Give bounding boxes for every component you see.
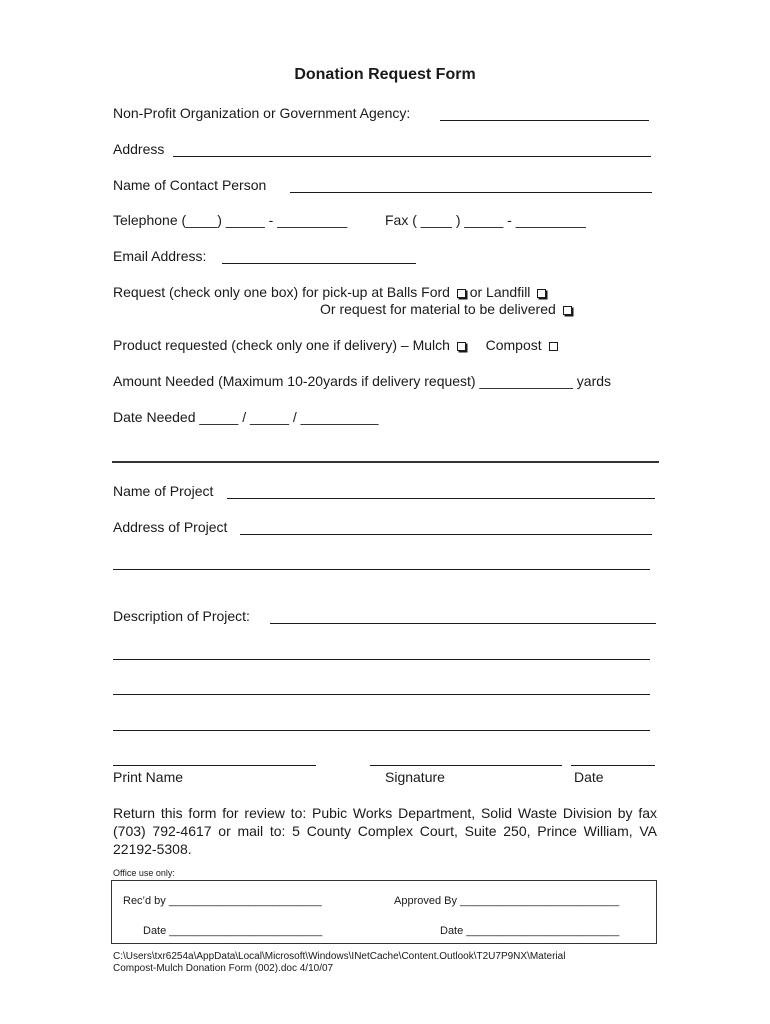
delivery-label: Or request for material to be delivered — [320, 301, 556, 317]
signature-label: Signature — [385, 769, 445, 785]
date-needed-field[interactable]: Date Needed _____ / _____ / __________ — [113, 409, 379, 425]
organization-label: Non-Profit Organization or Government Agency: — [113, 105, 411, 121]
address-field[interactable] — [173, 156, 651, 157]
delivery-row — [320, 301, 572, 317]
file-path-footer — [113, 951, 565, 975]
office-use-label: Office use only: — [113, 868, 175, 878]
compost-label: Compost — [485, 337, 542, 353]
balls-ford-checkbox[interactable] — [457, 289, 466, 298]
project-address-label: Address of Project — [113, 519, 228, 535]
approved-by-field[interactable]: Approved By __________________________ — [394, 895, 620, 907]
project-address-field[interactable] — [240, 534, 652, 535]
date-field[interactable] — [571, 765, 655, 766]
contact-field[interactable] — [290, 192, 652, 193]
telephone-field[interactable]: Telephone (____) _____ - _________ — [113, 212, 348, 228]
project-description-field-3[interactable] — [113, 694, 650, 695]
office-date-right-field[interactable]: Date _________________________ — [440, 925, 620, 937]
project-description-label: Description of Project: — [113, 608, 250, 624]
footer-line-1: C:\Users\txr6254a\AppData\Local\Microsoft\Windows\INetCache\Content.Outlook\T2U7P9NX\Material — [113, 951, 566, 962]
landfill-checkbox[interactable] — [537, 289, 546, 298]
email-label: Email Address: — [113, 248, 207, 264]
landfill-label: or Landfill — [469, 284, 531, 300]
contact-label: Name of Contact Person — [113, 177, 267, 193]
return-instructions: Return this form for review to: Pubic Works Department, Solid Waste Division by fax (703) 792-4617 or mail to: 5 County Complex Court, Suite 250, Prince William, VA 22192-5308. — [113, 805, 657, 857]
product-row — [113, 337, 558, 353]
project-description-field[interactable] — [270, 623, 656, 624]
project-address-field-2[interactable] — [113, 569, 650, 570]
date-label: Date — [574, 769, 604, 785]
signature-field[interactable] — [370, 765, 562, 766]
footer-line-2: Compost-Mulch Donation Form (002).doc 4/10/07 — [113, 963, 334, 974]
form-title: Donation Request Form — [294, 66, 476, 83]
project-name-label: Name of Project — [113, 483, 214, 499]
office-date-left-field[interactable]: Date _________________________ — [143, 925, 323, 937]
print-name-field[interactable] — [113, 765, 316, 766]
project-name-field[interactable] — [227, 498, 655, 499]
section-divider — [112, 461, 659, 463]
organization-field[interactable] — [440, 120, 649, 121]
project-description-field-2[interactable] — [113, 659, 650, 660]
mulch-checkbox[interactable] — [457, 342, 466, 351]
amount-field[interactable]: Amount Needed (Maximum 10-20yards if delivery request) ____________ yards — [113, 373, 612, 389]
request-label: Request (check only one box) for pick-up at Balls Ford — [113, 284, 450, 300]
fax-field[interactable]: Fax ( ____ ) _____ - _________ — [385, 212, 586, 228]
delivery-checkbox[interactable] — [563, 306, 572, 315]
print-name-label: Print Name — [113, 769, 184, 785]
project-description-field-4[interactable] — [113, 730, 650, 731]
product-label: Product requested (check only one if delivery) – Mulch — [113, 337, 450, 353]
request-row — [113, 284, 546, 300]
address-label: Address — [113, 141, 165, 157]
recd-by-field[interactable]: Rec’d by _________________________ — [123, 895, 322, 907]
email-field[interactable] — [222, 263, 416, 264]
compost-checkbox[interactable] — [549, 342, 558, 351]
